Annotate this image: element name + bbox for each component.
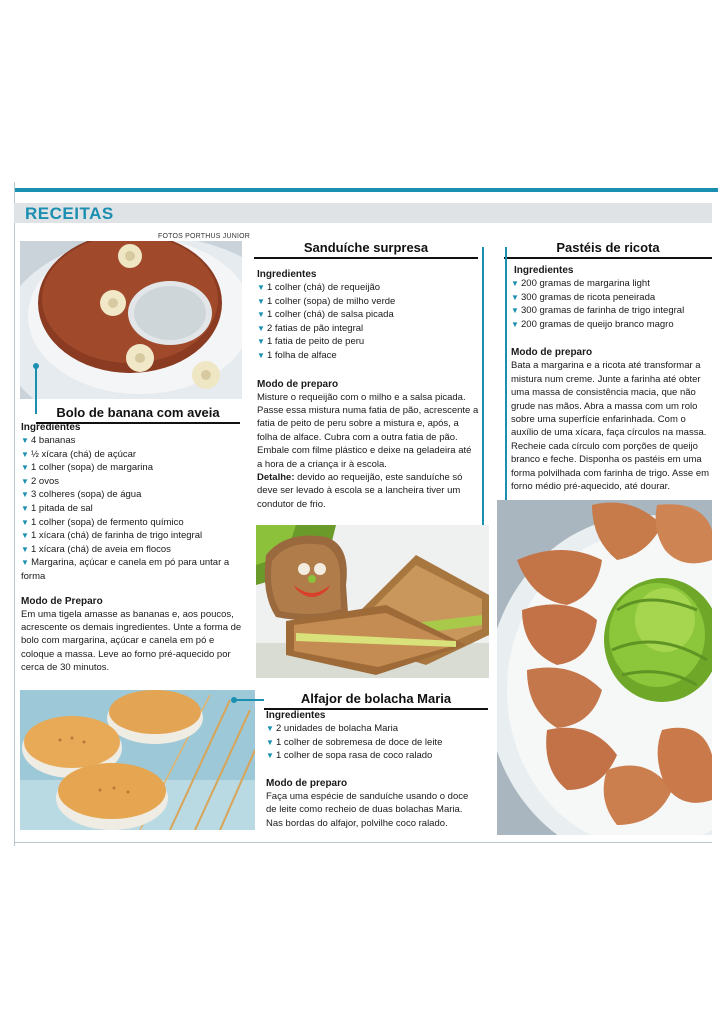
alfajor-ingredients-label: Ingredientes [266, 710, 326, 721]
section-header [14, 203, 712, 223]
alfajor-method-text: Faça uma espécie de sanduíche usando o doce de leite como recheio de duas bolachas Maria. Nas bordas do alfajor, polvilhe coco ralado. [266, 790, 469, 829]
list-item: ▼ 1 xícara (chá) de farinha de trigo integral [21, 530, 203, 542]
pasteis-title: Pastéis de ricota [504, 240, 712, 259]
list-item: ▼ 300 gramas de ricota peneirada [511, 291, 656, 303]
pasteis-method-label: Modo de preparo [511, 347, 593, 359]
list-item: ▼ 1 colher (chá) de requeijão [257, 282, 381, 293]
sanduiche-photo [256, 525, 489, 678]
pasteis-connector-line [505, 247, 507, 517]
pasteis-recipe [511, 264, 715, 493]
list-item: ▼ 1 colher (sopa) de fermento químico [21, 516, 184, 528]
bullet-triangle-icon: ▼ [511, 292, 519, 302]
sanduiche-detail-label: Detalhe: [257, 472, 295, 483]
pasteis-ingredients-label: Ingredientes [514, 265, 574, 276]
sanduiche-recipe [257, 268, 479, 511]
list-item: ▼ 1 xícara (chá) de aveia em flocos [21, 543, 171, 555]
bullet-triangle-icon: ▼ [21, 463, 29, 473]
bolo-recipe [21, 421, 243, 675]
list-item: ▼ 1 colher (sopa) de margarina [21, 462, 153, 474]
sanduiche-detail [257, 471, 479, 511]
sanduiche-connector-line [482, 247, 484, 549]
bullet-triangle-icon: ▼ [21, 517, 29, 527]
left-rule [14, 182, 15, 846]
bullet-triangle-icon: ▼ [511, 319, 519, 329]
bullet-triangle-icon: ▼ [21, 531, 29, 541]
list-item: ▼ 1 colher de sopa rasa de coco ralado [266, 750, 433, 762]
bolo-method-text: Em uma tigela amasse as bananas e, aos poucos, acrescente os demais ingredientes. Unte a forma de bolo com margarina, açúcar e canela em pó e coloque a massa. Leve ao forno pré-aquecido por cerca de 30 minutos. [21, 608, 242, 674]
alfajor-title: Alfajor de bolacha Maria [264, 691, 488, 710]
bullet-triangle-icon: ▼ [21, 503, 29, 513]
bolo-title: Bolo de banana com aveia [36, 405, 240, 424]
bullet-triangle-icon: ▼ [21, 558, 32, 568]
pasteis-photo [497, 500, 712, 835]
alfajor-photo [20, 690, 255, 830]
list-item: ▼ 1 fatia de peito de peru [257, 336, 365, 348]
sanduiche-ingredients-label: Ingredientes [257, 269, 317, 280]
top-accent-bar [14, 188, 718, 192]
bolo-method-label: Modo de Preparo [21, 595, 103, 607]
list-item: ▼ 1 pitada de sal [21, 502, 93, 514]
list-item: ▼ 1 colher (chá) de salsa picada [257, 309, 394, 321]
list-item: ▼ 1 colher (sopa) de milho verde [257, 295, 396, 307]
bullet-triangle-icon: ▼ [257, 296, 265, 306]
bullet-triangle-icon: ▼ [266, 724, 274, 733]
list-item: ▼ 1 folha de alface [257, 349, 337, 361]
sanduiche-ingredients-list [257, 281, 479, 363]
pasteis-method-text: Bata a margarina e a ricota até transformar a mistura num creme. Junte a farinha até obter uma massa de consistência macia, que não grude nas mãos. Abra a massa com um rolo sobre uma superfície enfarinhada. Com o auxílio de uma xícara, faça círculos na massa. Recheie cada círculo com porções de queijo branco e feche. Disponha os pastéis em uma forma polvilhada com farinha de trigo. Asse em forno médio pré-aquecido, até dourar. [511, 360, 710, 493]
sanduiche-title: Sanduíche surpresa [254, 240, 478, 259]
list-item: ▼ 200 gramas de margarina light [511, 278, 650, 289]
bullet-triangle-icon: ▼ [257, 310, 265, 320]
alfajor-method-label: Modo de preparo [266, 777, 348, 789]
sanduiche-method-label: Modo de preparo [257, 378, 339, 390]
bullet-triangle-icon: ▼ [266, 737, 274, 747]
bullet-triangle-icon: ▼ [257, 350, 265, 360]
bullet-triangle-icon: ▼ [21, 476, 29, 486]
alfajor-connector-dot [231, 697, 237, 703]
alfajor-connector-line [234, 699, 264, 701]
pasteis-ingredients-list [511, 277, 715, 331]
section-title: RECEITAS [25, 204, 114, 223]
bolo-photo [20, 241, 242, 399]
alfajor-ingredients-list [266, 722, 488, 763]
bullet-triangle-icon: ▼ [511, 279, 519, 288]
bullet-triangle-icon: ▼ [21, 436, 29, 445]
bullet-triangle-icon: ▼ [257, 283, 265, 292]
bullet-triangle-icon: ▼ [21, 490, 29, 500]
alfajor-recipe [266, 709, 488, 830]
list-item: ▼ 2 unidades de bolacha Maria [266, 723, 399, 734]
bullet-triangle-icon: ▼ [21, 544, 29, 554]
list-item: ▼ ½ xícara (chá) de açúcar [21, 448, 137, 460]
bottom-rule [14, 842, 712, 843]
sanduiche-detail-text: devido ao requeijão, este sanduíche só deve ser levado à escola se a lancheira tiver um condutor de frio. [257, 472, 463, 510]
list-item: ▼ 4 bananas [21, 435, 76, 446]
list-item: ▼ 200 gramas de queijo branco magro [511, 318, 674, 330]
list-item: ▼ 2 fatias de pão integral [257, 322, 364, 334]
bullet-triangle-icon: ▼ [21, 449, 29, 459]
list-item: ▼ 1 colher de sobremesa de doce de leite [266, 736, 443, 748]
bolo-ingredients-list [21, 434, 243, 584]
list-item: ▼ 2 ovos [21, 475, 59, 487]
list-item: ▼ 3 colheres (sopa) de água [21, 489, 142, 501]
bullet-triangle-icon: ▼ [266, 751, 274, 761]
bullet-triangle-icon: ▼ [257, 337, 265, 347]
bullet-triangle-icon: ▼ [511, 306, 519, 316]
bullet-triangle-icon: ▼ [257, 323, 265, 333]
bolo-ingredients-label: Ingredientes [21, 422, 81, 433]
list-item: ▼ Margarina, açúcar e canela em pó para untar a forma [21, 557, 230, 582]
photo-credit: FOTOS PORTHUS JUNIOR [158, 233, 251, 240]
bolo-connector-dot [33, 363, 39, 369]
list-item: ▼ 300 gramas de farinha de trigo integral [511, 305, 685, 317]
sanduiche-method-text: Misture o requeijão com o milho e a salsa picada. Passe essa mistura numa fatia de pão, acrescente a fatia de peito de peru sobre a mistura e, após, a folha de alface. Cubra com a outra fatia de pão. Embale com filme plástico e deixe na geladeira até a hora de a criança ir à escola. [257, 391, 479, 470]
